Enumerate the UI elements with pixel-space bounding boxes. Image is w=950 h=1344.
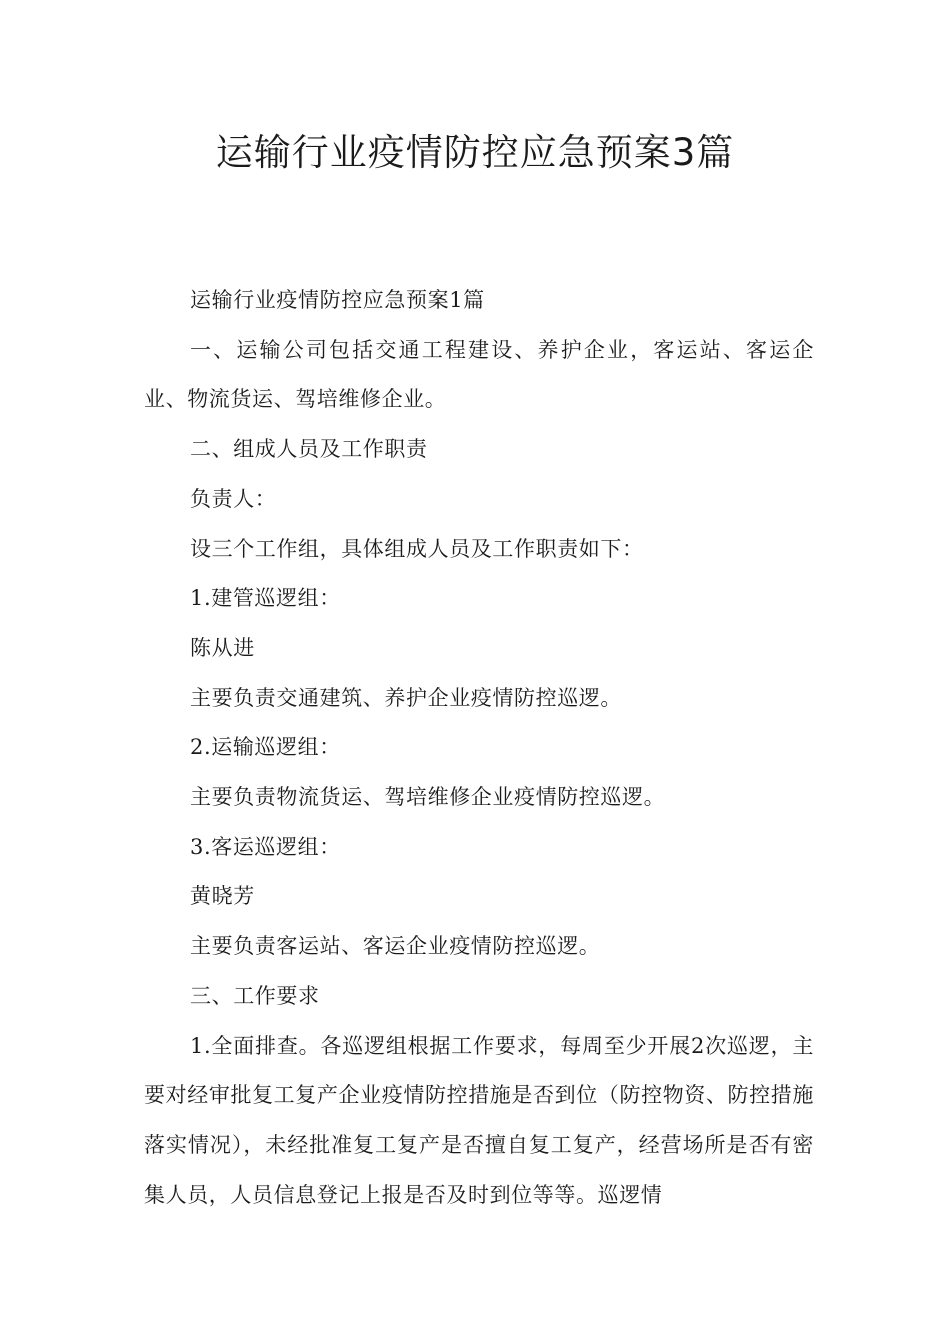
paragraph-scope: 一、运输公司包括交通工程建设、养护企业，客运站、客运企业、物流货运、驾培维修企业。 xyxy=(144,337,814,412)
paragraph-group-3: 3.客运巡逻组： xyxy=(190,834,341,859)
paragraph-person-in-charge: 负责人： xyxy=(190,486,277,511)
paragraph-group-1-duty: 主要负责交通建筑、养护企业疫情防控巡逻。 xyxy=(190,685,622,710)
paragraph-requirement-1: 1.全面排查。各巡逻组根据工作要求，每周至少开展2次巡逻，主要对经审批复工复产企业疫情防控措施是否到位（防控物资、防控措施落实情况），未经批准复工复产是否擅自复工复产，经营场所是否有密集人员，人员信息登记上报是否及时到位等等。巡逻情 xyxy=(144,1033,814,1207)
paragraph-group-1: 1.建管巡逻组： xyxy=(190,586,341,611)
paragraph-work-groups: 设三个工作组，具体组成人员及工作职责如下： xyxy=(190,536,644,561)
document-body xyxy=(144,276,814,1220)
paragraph-heading-personnel: 二、组成人员及工作职责 xyxy=(190,437,428,462)
paragraph-group-2: 2.运输巡逻组： xyxy=(190,735,341,760)
paragraph-group-3-duty: 主要负责客运站、客运企业疫情防控巡逻。 xyxy=(190,934,601,959)
paragraph-heading-requirements: 三、工作要求 xyxy=(190,983,320,1008)
paragraph-section-heading: 运输行业疫情防控应急预案1篇 xyxy=(190,288,485,312)
paragraph-group-1-member: 陈从进 xyxy=(190,635,255,660)
paragraph-group-2-duty: 主要负责物流货运、驾培维修企业疫情防控巡逻。 xyxy=(190,785,666,810)
paragraph-group-3-member: 黄晓芳 xyxy=(190,884,255,909)
document-title: 运输行业疫情防控应急预案3篇 xyxy=(215,131,735,174)
